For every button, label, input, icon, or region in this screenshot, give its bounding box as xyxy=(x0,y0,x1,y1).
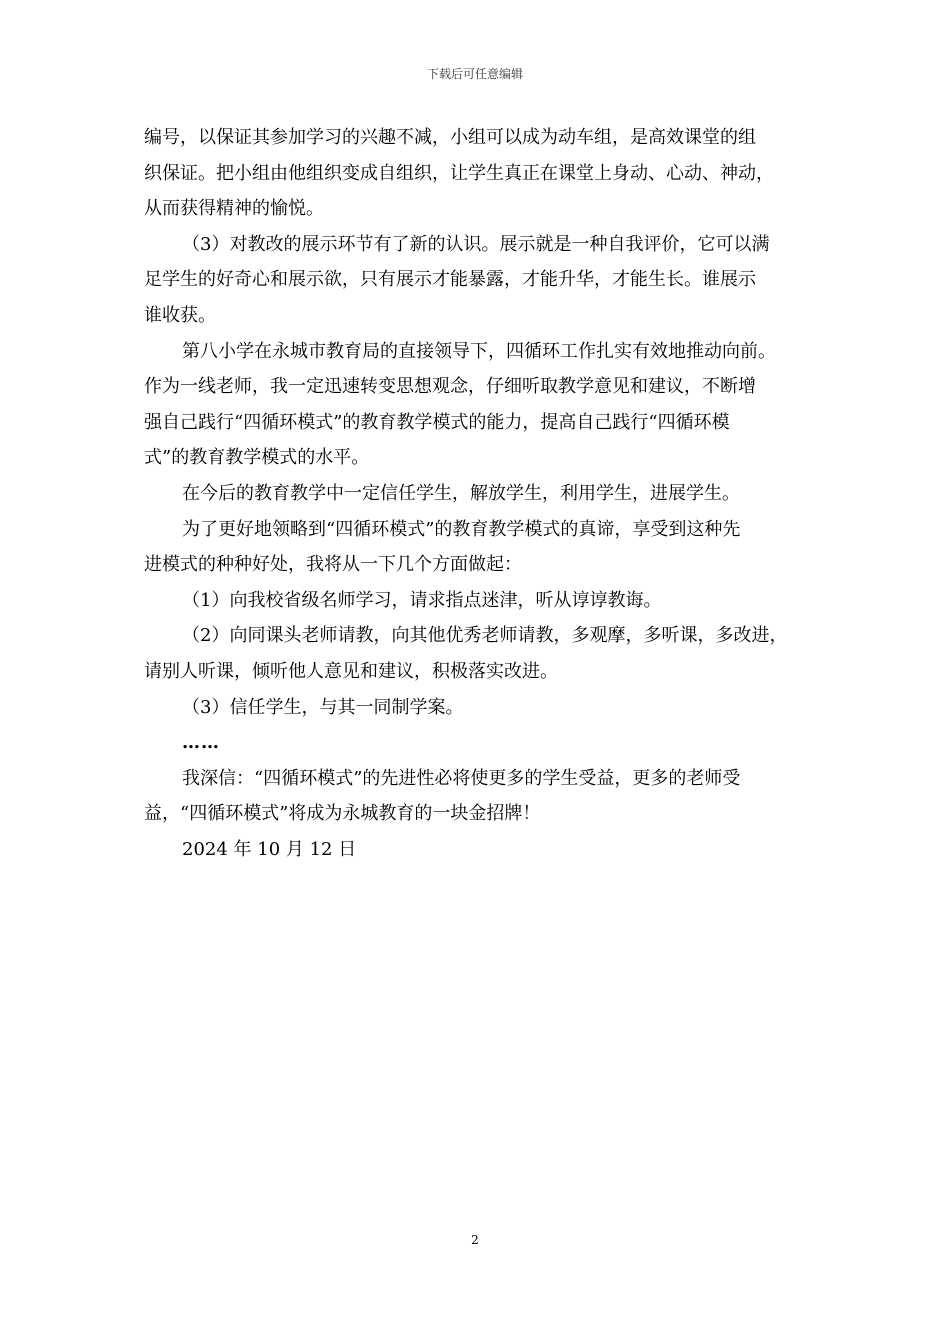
paragraph xyxy=(144,761,810,832)
paragraph xyxy=(144,334,810,476)
document-body xyxy=(144,120,810,867)
text-line: （1）向我校省级名师学习，请求指点迷津，听从谆谆教诲。 xyxy=(182,589,662,611)
list-item xyxy=(144,583,810,619)
document-date: 2024 年 10 月 12 日 xyxy=(182,838,357,860)
text-line: 在今后的教育教学中一定信任学生，解放学生，利用学生，进展学生。 xyxy=(182,482,740,504)
text-line: 从而获得精神的愉悦。 xyxy=(144,198,324,220)
text-line: （3）信任学生，与其一同制学案。 xyxy=(182,696,464,718)
page-header: 下载后可任意编辑 xyxy=(426,67,523,81)
text-line: 强自己践行“四循环模式”的教育教学模式的能力，提高自己践行“四循环模 xyxy=(144,411,730,433)
text-line: 足学生的好奇心和展示欲，只有展示才能暴露，才能升华，才能生长。谁展示 xyxy=(144,269,756,291)
text-line: 益，“四循环模式”将成为永城教育的一块金招牌！ xyxy=(144,803,541,825)
paragraph xyxy=(144,120,810,227)
text-line: 我深信：“四循环模式”的先进性必将使更多的学生受益，更多的老师受 xyxy=(182,767,741,789)
text-line: 作为一线老师，我一定迅速转变思想观念，仔细听取教学意见和建议，不断增 xyxy=(144,376,756,398)
text-line: 编号，以保证其参加学习的兴趣不减，小组可以成为动车组，是高效课堂的组 xyxy=(144,127,756,148)
text-line: 谁收获。 xyxy=(144,304,216,326)
paragraph xyxy=(144,227,810,334)
page-number: 2 xyxy=(471,1233,479,1247)
text-line: 织保证。把小组由他组织变成自组织，让学生真正在课堂上身动、心动、神动， xyxy=(144,162,774,184)
text-line: （3）对教改的展示环节有了新的认识。展示就是一种自我评价，它可以满 xyxy=(182,233,770,255)
text-line: 进模式的种种好处，我将从一下几个方面做起： xyxy=(144,554,522,576)
date-line xyxy=(144,832,810,868)
list-item xyxy=(144,618,810,689)
list-item xyxy=(144,690,810,726)
paragraph xyxy=(144,476,810,512)
text-line: 第八小学在永城市教育局的直接领导下，四循环工作扎实有效地推动向前。 xyxy=(182,340,776,362)
paragraph xyxy=(144,512,810,583)
text-line: 式”的教育教学模式的水平。 xyxy=(144,447,370,469)
ellipsis: …… xyxy=(182,732,220,754)
text-line: 为了更好地领略到“四循环模式”的教育教学模式的真谛，享受到这种先 xyxy=(182,518,741,540)
text-line: 请别人听课，倾听他人意见和建议，积极落实改进。 xyxy=(144,660,558,682)
text-line: （2）向同课头老师请教，向其他优秀老师请教，多观摩，多听课，多改进， xyxy=(182,625,788,647)
ellipsis-line xyxy=(144,725,810,761)
